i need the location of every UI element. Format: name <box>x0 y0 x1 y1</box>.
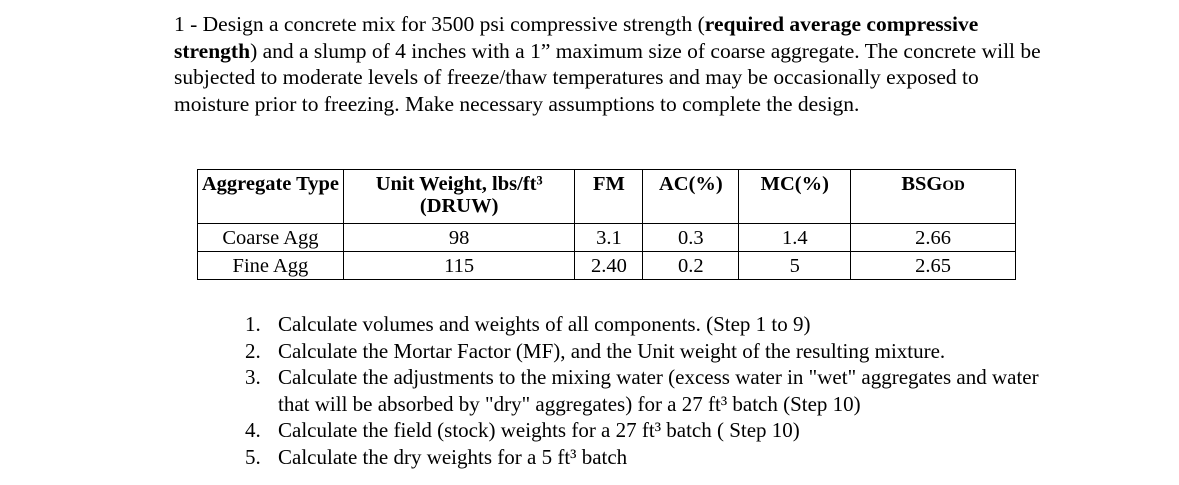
cell-bsg: 2.65 <box>851 252 1016 280</box>
header-mc: MC(%) <box>739 170 851 224</box>
task-text: Calculate the Mortar Factor (MF), and the Unit weight of the resulting mixture. <box>278 338 946 363</box>
cell-mc: 5 <box>739 252 851 280</box>
task-text: Calculate the dry weights for a 5 ft³ batch <box>278 444 628 469</box>
task-number: 5. <box>245 444 261 469</box>
problem-text-part1: 1 - Design a concrete mix for 3500 psi compressive strength ( <box>174 12 705 36</box>
task-list <box>240 311 1040 470</box>
cell-type: Fine Agg <box>198 252 344 280</box>
problem-text-bold: required average compressive strength <box>174 12 979 63</box>
list-item <box>240 417 1040 444</box>
task-number: 3. <box>245 365 261 389</box>
table-row <box>198 224 1016 252</box>
list-item <box>240 444 1040 471</box>
header-unit-weight-line2: (DRUW) <box>419 195 499 217</box>
cell-type: Coarse Agg <box>198 224 344 252</box>
cell-mc: 1.4 <box>739 224 851 252</box>
list-item <box>240 364 1040 417</box>
task-number: 1. <box>245 312 261 336</box>
list-item <box>240 338 1040 365</box>
cell-fm: 3.1 <box>575 224 643 252</box>
header-aggregate-type: Aggregate Type <box>198 170 344 224</box>
cell-unit-weight: 115 <box>343 252 575 280</box>
cell-unit-weight: 98 <box>343 224 575 252</box>
header-fm: FM <box>575 170 643 224</box>
header-unit-weight-line1: Unit Weight, lbs/ft³ <box>375 173 543 195</box>
cell-ac: 0.2 <box>643 252 739 280</box>
task-number: 4. <box>245 418 261 442</box>
task-text: Calculate the field (stock) weights for a 27 ft³ batch ( Step 10) <box>278 418 800 442</box>
aggregate-properties-table <box>197 169 1016 280</box>
task-text: Calculate volumes and weights of all components. (Step 1 to 9) <box>278 312 811 336</box>
cell-bsg: 2.66 <box>851 224 1016 252</box>
header-unit-weight <box>343 170 575 224</box>
header-bsg-main: BSG <box>901 173 943 195</box>
cell-fm: 2.40 <box>575 252 643 280</box>
table-row <box>198 252 1016 280</box>
problem-text-part2: ) and a slump of 4 inches with a 1” maximum size of coarse aggregate. The concrete will be subjected to moderate levels of freeze/thaw temperatures and may be occasionally exposed to moisture prior to freezing. Make necessary assumptions to complete the design. <box>174 38 1041 116</box>
header-ac: AC(%) <box>643 170 739 224</box>
task-number: 2. <box>245 338 261 363</box>
cell-ac: 0.3 <box>643 224 739 252</box>
list-item <box>240 311 1040 338</box>
table-header-row <box>198 170 1016 224</box>
header-bsg <box>851 170 1016 224</box>
task-text: Calculate the adjustments to the mixing water (excess water in "wet" aggregates and water that will be absorbed by "dry" aggregates) for a 27 ft³ batch (Step 10) <box>278 365 1039 416</box>
problem-statement <box>174 11 1054 117</box>
header-bsg-sub: OD <box>942 178 965 194</box>
